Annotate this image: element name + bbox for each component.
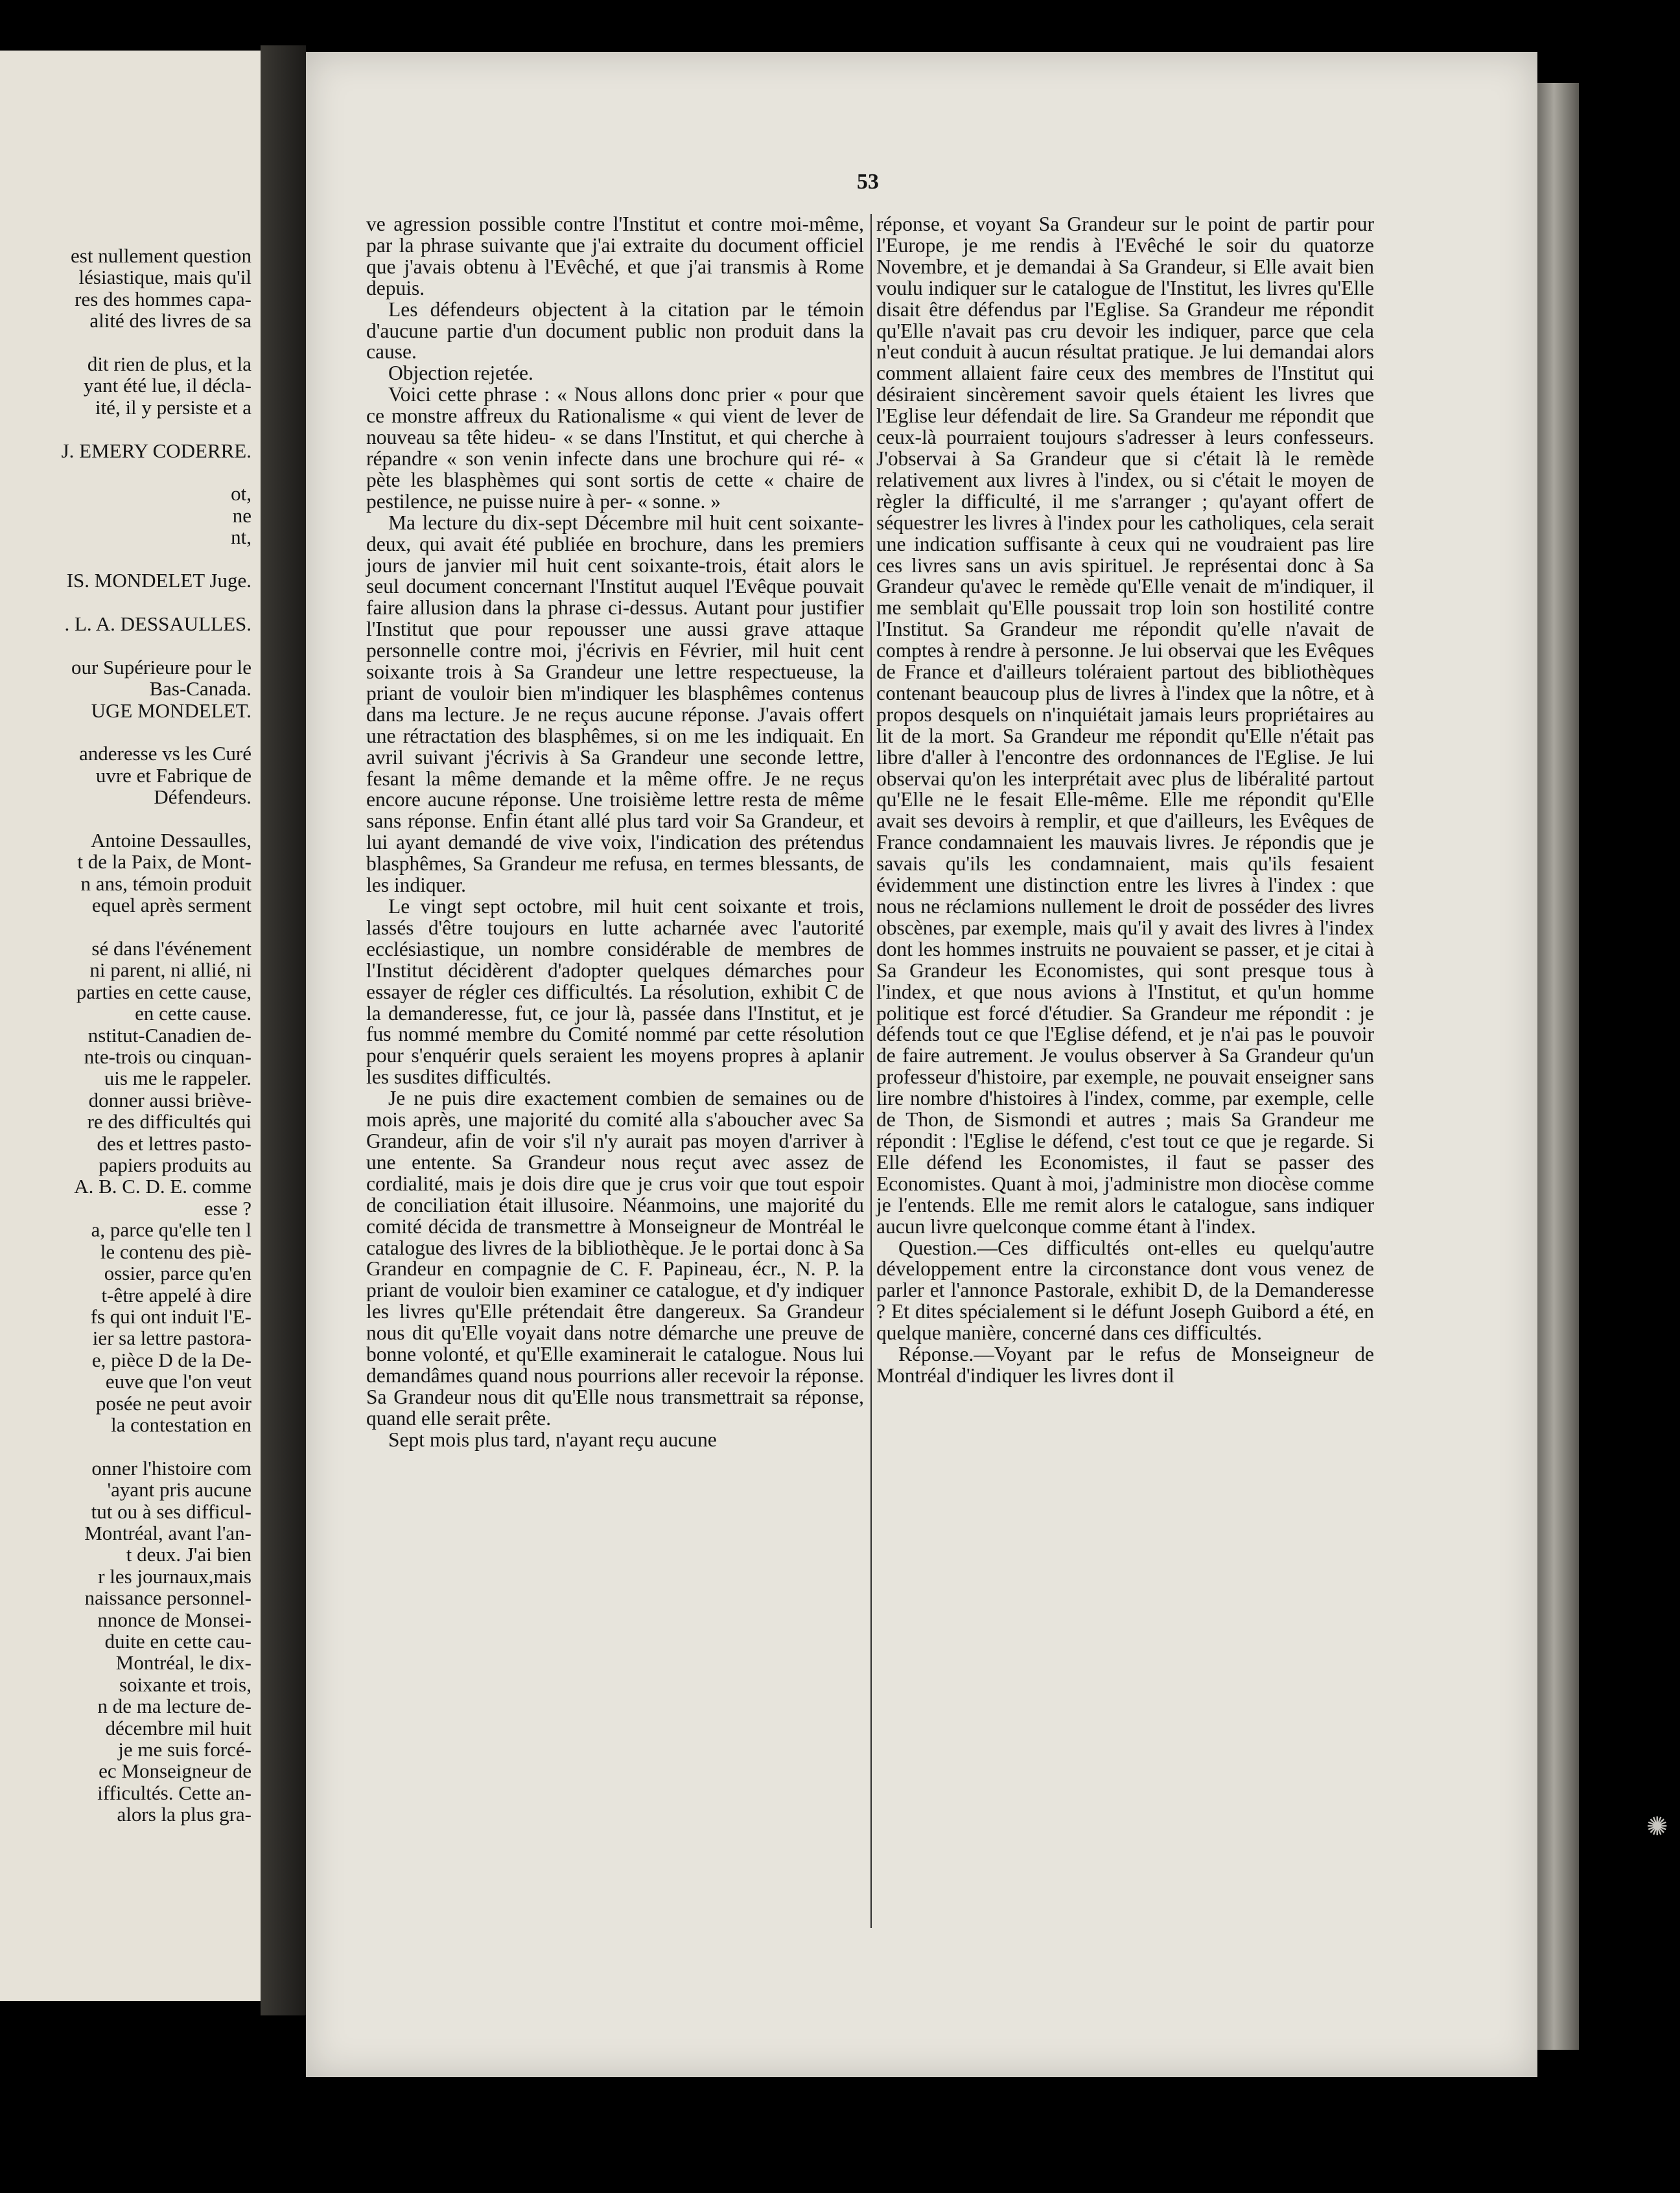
left-page-line [62,461,251,483]
text-column-right [876,214,1374,1387]
left-page-line: est nullement question [71,244,251,267]
left-page-line [62,592,251,613]
left-page-line: la contestation en [111,1413,251,1436]
paragraph: Ma lecture du dix-sept Décembre mil huit cent soixante-deux, qui avait été publiée en brochure, dans les premiers jours de janvier mil huit cent soixante-trois, était alors le seul document concernant l'Institut auquel l'Evêque pouvait faire allusion dans la phrase ci-dessus. Autant pour justifier l'Institut que pour repousser une aussi grave attaque personnelle contre moi, j'écrivis en Février, mil huit cent soixante trois à Sa Grandeur une lettre respectueuse, la priant de vouloir bien m'indiquer les blasphêmes contenus dans ma lecture. Je ne reçus aucune réponse. J'avais offert une rétractation des blasphêmes, si on me les indiquait. En avril suivant j'écrivis à Sa Grandeur une seconde lettre, fesant la même demande et la même offre. Je ne reçus encore aucune réponse. Une troisième lettre resta de même sans réponse. Enfin étant allé plus tard voir Sa Grandeur, et lui ayant demandé de vive voix, l'indication des prétendus blasphêmes, Sa Grandeur me refusa, en termes blessants, de les indiquer. [366,511,864,897]
left-page-text [62,245,251,1826]
page-edge [1537,83,1579,2050]
left-page-line: 'ayant pris aucune [107,1478,251,1502]
left-page-line [62,548,251,570]
left-page-line: t deux. J'ai bien [126,1543,251,1566]
left-page-line: nstitut-Canadien de- [88,1023,251,1047]
left-page-line: fs qui ont induit l'E- [90,1305,251,1328]
left-page-line: soixante et trois, [119,1673,251,1696]
left-page-line: J. EMERY CODERRE. [61,439,251,462]
paragraph: Voici cette phrase : « Nous allons donc prier « pour que ce monstre affreux du Rationalisme « qui vient de lever de nouveau sa tête hideu- « se dans l'Institut, et qui cherche à répandre « son venin infecte dans une brochure qui ré- « pète les blasphèmes qui sont sortis de cette « chaire de pestilence, ne puisse nuire à per- « sonne. » [366,383,864,513]
left-page-line: je me suis forcé- [118,1738,251,1761]
left-page-line: ec Monseigneur de [99,1759,251,1783]
left-page-line: posée ne peut avoir [95,1391,251,1415]
left-page-line [62,721,251,743]
left-page-line: re des difficultés qui [87,1110,251,1133]
left-page-line: tut ou à ses difficul- [91,1500,251,1523]
left-page-line: le contenu des piè- [100,1240,251,1263]
left-page-line: Antoine Dessaulles, [91,828,251,852]
paragraph: Les défendeurs objectent à la citation par le témoin d'aucune partie d'un document public non produit dans la cause. [366,297,864,364]
paragraph: Réponse.—Voyant par le refus de Monseigneur de Montréal d'indiquer les livres dont il [876,1343,1374,1387]
left-page-line: t de la Paix, de Mont- [77,850,251,874]
left-page-line: our Supérieure pour le [71,655,251,679]
left-page-line: lésiastique, mais qu'il [78,266,251,289]
left-page-line: sé dans l'événement [91,937,251,960]
left-page-line: ne [232,504,251,527]
left-page-fragment [0,51,264,2001]
left-page-line: nnonce de Monsei- [97,1608,251,1631]
left-page-line: equel après serment [91,894,251,917]
left-page-line: esse ? [204,1196,251,1220]
left-page-line: Montréal, avant l'an- [84,1521,251,1544]
left-page-line: donner aussi briève- [88,1088,251,1111]
left-page-line: ni parent, ni allié, ni [89,958,251,982]
left-page-line: Défendeurs. [154,785,251,809]
left-page-line: papiers produits au [99,1154,251,1177]
left-page-line: res des hommes capa- [75,287,251,310]
left-page-line: euve que l'on veut [105,1370,251,1393]
left-page-line: n de ma lecture de- [97,1695,251,1718]
left-page-line: ossier, parce qu'en [104,1262,251,1285]
left-page-line: a, parce qu'elle ten l [91,1218,251,1242]
left-page-line [62,1435,251,1457]
left-page-line [62,916,251,938]
scan-artifact: ✺ [1646,1812,1668,1841]
left-page-line [62,332,251,353]
left-page-line: ot, [231,482,251,505]
paragraph: réponse, et voyant Sa Grandeur sur le point de partir pour l'Europe, je me rendis à l'Evêché le soir du quatorze Novembre, et je demandai à Sa Grandeur, si Elle avait bien voulu indiquer sur le catalogue de l'Institut, les livres qu'Elle disait être défendus par l'Eglise. Sa Grandeur me répondit qu'Elle n'avait pas cru devoir les indiquer, parce que cela n'eut conduit à aucun résultat pratique. Je lui demandai alors comment allaient faire ceux des membres de l'Institut qui désiraient sincèrement savoir quels étaient les livres que l'Eglise leur défendait de lire. Sa Grandeur me répondit que ceux-là pourraient toujours s'adresser à leurs confesseurs. J'observai à Sa Grandeur que si c'était là le remède relativement aux livres à l'index, ou si c'était le moyen de règler la difficulté, il me s'arranger ; qu'ayant offert de séquestrer les livres à l'index pour les catholiques, cela serait une indication suffisante à ceux qui ne voudraient pas lire ces livres sans un avis spirituel. Je représentai donc à Sa Grandeur qu'avec le remède qu'Elle venait de m'indiquer, il me semblait qu'Elle poussait trop loin son hostilité contre l'Institut. Sa Grandeur me répondit qu'elle n'avait de comptes à rendre à personne. Je lui observai que les Evêques de France et d'ailleurs toléraient partout des bibliothèques contenant beaucoup plus de livres à l'index que la nôtre, et à propos desquels on n'inquiétait jamais leurs propriétaires au lit de la mort. Sa Grandeur me répondit qu'Elle n'était pas libre d'aller à l'encontre des ordonnances de l'Eglise. Je lui observai qu'on les interprétait avec plus de libéralité partout qu'Elle ne le fesait Elle-même. Elle me répondit qu'Elle avait ses devoirs à remplir, et que d'ailleurs, les Evêques de France condamnaient les mauvais livres. Je répondis que je savais qu'ils les condamnaient, mais qu'ils fesaient évidemment une distinction entre les livres à l'index : que nous ne réclamions nullement le droit de posséder des livres obscènes, par exemple, mais qu'il y avait des livres à l'index dont les hommes instruits ne pouvaient se passer, et je citai à Sa Grandeur les Economistes, qui sont presque tous à l'index, et que nous avions à l'Institut, et qu'un homme politique est forcé d'étudier. Sa Grandeur me répondit : je défends tout ce que l'Eglise défend, et je n'ai pas le pouvoir de faire autrement. Je voulus observer à Sa Grandeur qu'un professeur d'histoire, par exemple, ne pouvait enseigner sans lire nombre d'histoires à l'index, comme, par exemple, celle de Thon, de Sismondi et autres ; mais Sa Grandeur me répondit : l'Eglise le défend, c'est tout ce que je regarde. Si Elle défend les Economistes, il faut se passer des Economistes. Quant à moi, j'administre mon diocèse comme je l'entends. Elle me remit alors le catalogue, sans indiquer aucun livre quelconque comme étant à l'index. [876,213,1374,1238]
left-page-line [62,808,251,830]
left-page-line: . L. A. DESSAULLES. [64,612,251,635]
column-divider [870,214,872,1928]
paragraph: ve agression possible contre l'Institut et contre moi-même, par la phrase suivante que j'ai extraite du document officiel que j'avais obtenu à l'Evêché, et que j'ai transmis à Rome depuis. [366,213,864,299]
left-page-line: nt, [231,526,251,549]
left-page-line: dit rien de plus, et la [87,353,251,376]
left-page-line: naissance personnel- [84,1586,251,1610]
left-page-line: alors la plus gra- [117,1803,251,1826]
left-page-line: n ans, témoin produit [80,872,251,895]
left-page-line [62,634,251,656]
paragraph: Le vingt sept octobre, mil huit cent soixante et trois, lassés d'être toujours en lutte acharnée avec l'autorité ecclésiastique, un nombre considérable de membres de l'Institut décidèrent d'adopter quelques démarches pour essayer de régler ces difficultés. La résolution, exhibit C de la demanderesse, fut, ce jour là, passée dans l'Institut, et je fus nommé membre du Comité nommé par cette résolution pour s'enquérir quels seraient les moyens propres à aplanir les susdites difficultés. [366,895,864,1089]
left-page-line: ifficultés. Cette an- [97,1781,251,1804]
left-page-line: Bas-Canada. [149,677,251,701]
paragraph: Sept mois plus tard, n'ayant reçu aucune [388,1428,717,1451]
left-page-line: décembre mil huit [105,1716,251,1739]
left-page-line: uvre et Fabrique de [95,763,251,787]
left-page-line [62,418,251,439]
paragraph: Je ne puis dire exactement combien de semaines ou de mois après, une majorité du comité alla s'aboucher avec Sa Grandeur, afin de voir s'il n'y aurait pas moyen d'arriver à une entente. Sa Grandeur nous reçut avec assez de cordialité, mais je dois dire que je crus voir que tout espoir de conciliation était illusoire. Néanmoins, une majorité du comité décida de transmettre à Monseigneur de Montréal le catalogue des livres de la bibliothèque. Je le portai donc à Sa Grandeur en compagnie de C. F. Papineau, écr., N. P. la priant de vouloir bien examiner ce catalogue, et d'y indiquer les livres qu'Elle prétendait être dangereux. Sa Grandeur nous dit qu'Elle voyait dans notre démarche une preuve de bonne volonté, et qu'Elle examinerait le catalogue. Nous lui demandâmes quand nous pourrions aller recevoir la réponse. Sa Grandeur nous dit qu'Elle nous transmettrait sa réponse, quand elle serait prête. [366,1087,864,1430]
left-page-line: ité, il y persiste et a [95,395,251,419]
left-page-line: uis me le rappeler. [104,1067,251,1090]
left-page-line: alité des livres de sa [89,309,251,332]
left-page-line: duite en cette cau- [104,1630,251,1653]
left-page-line: r les journaux,mais [98,1564,251,1588]
left-page-line: A. B. C. D. E. comme [74,1175,251,1198]
left-page-line: des et lettres pasto- [97,1131,251,1155]
left-page-line: parties en cette cause, [76,980,251,1003]
left-page-line: UGE MONDELET. [91,699,251,722]
left-page-line: e, pièce D de la De- [91,1348,251,1371]
left-page-line: IS. MONDELET Juge. [66,569,251,592]
book-spine [261,45,306,2015]
left-page-line: onner l'histoire com [91,1456,251,1479]
left-page-line: yant été lue, il décla- [83,374,251,397]
page-number: 53 [857,170,879,194]
left-page-line: Montréal, le dix- [115,1651,251,1675]
text-column-left [366,214,864,1451]
left-page-line: nte-trois ou cinquan- [84,1045,251,1069]
left-page-line: en cette cause. [135,1002,251,1025]
left-page-line: t-être appelé à dire [101,1283,251,1306]
left-page-line: ier sa lettre pastora- [92,1327,251,1350]
paragraph: Objection rejetée. [388,362,533,385]
left-page-line: anderesse vs les Curé [79,742,251,765]
paragraph: Question.—Ces difficultés ont-elles eu quelqu'autre développement entre la circonstance dont vous venez de parler et l'annonce Pastorale, exhibit D, de la Demanderesse ? Et dites spécialement si le défunt Joseph Guibord a été, en quelque manière, concerné dans ces difficultés. [876,1236,1374,1345]
